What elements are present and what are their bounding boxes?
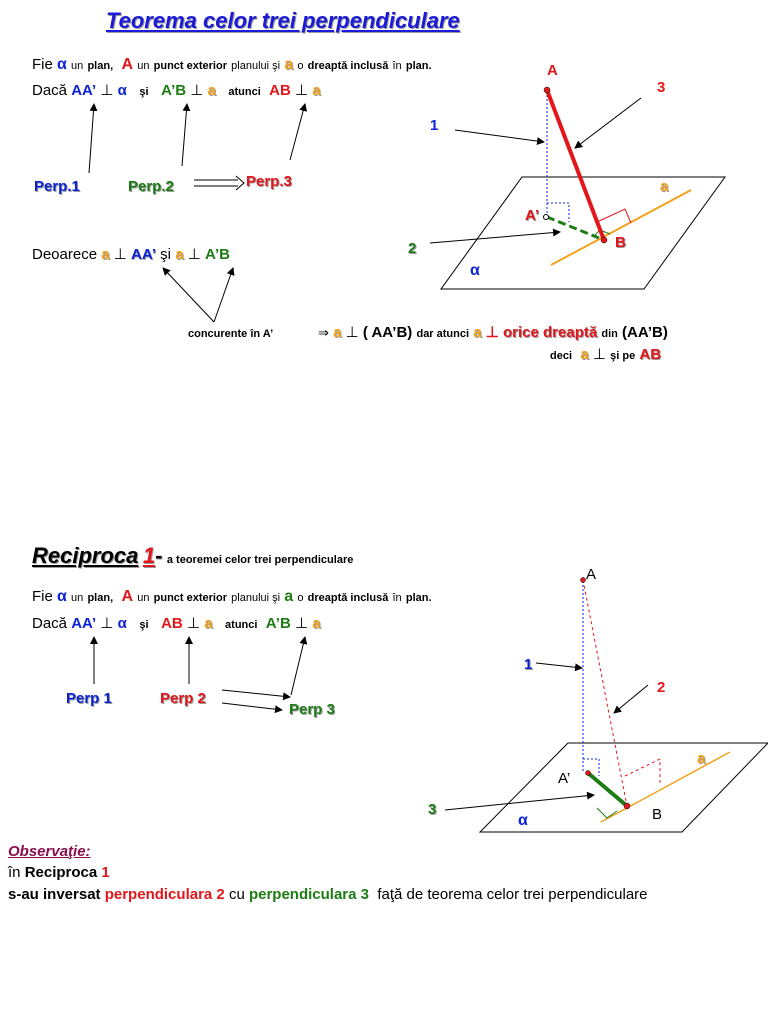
plan-end-word-r: plan. [405,592,432,604]
observatie-inversat: s-au inversat [8,886,101,903]
fig2-point-b-label: B [652,806,663,823]
concurente-label: concurente în A’ [188,328,274,340]
fig2-alpha-label: α [518,812,528,829]
dreapta-inclusa-text-r: dreaptă inclusă [307,592,389,604]
arrow-perp3 [290,104,305,160]
implies-double-arrow-head [236,176,244,190]
perp-symbol-5: ⊥ [187,246,201,263]
point-a-symbol-r: A [121,588,134,605]
fig2-line-a-label: a [697,750,706,767]
point-b-dot [601,237,607,243]
arrow-perp2 [182,104,187,166]
perp2-label: Perp.2 [128,178,174,195]
fig1-line-a-label: a [660,178,669,195]
point-a-dot-r [581,578,586,583]
line-a-symbol-8: a [580,346,589,363]
arrow-concurente-left [163,268,214,322]
segment-aprime-b-r [588,773,627,806]
aa-prime-label-r: AA’ [71,615,97,632]
line-a-symbol-7: a [473,324,482,341]
punct-exterior-text-r: punct exterior [153,592,227,604]
punct-exterior-text: punct exterior [153,60,227,72]
daca-word-r: Dacă [32,615,68,632]
perp-symbol-3: ⊥ [294,82,309,99]
alpha-symbol-2: α [117,82,127,99]
observatie-end: faţă de teorema celor trei perpendiculare [377,886,648,903]
aa-prime-label-2: AA’ [130,246,156,263]
reciproca-perp3-label: Perp 3 [289,701,335,718]
observatie-perp2: perpendiculara 2 [104,886,225,903]
line-a-symbol-4: a [101,246,110,263]
right-angle-mark-b-r [625,759,660,783]
observatie-cu: cu [228,886,245,903]
apb-label: A’B [161,82,187,99]
arrow-r-perp2-to-3-b [222,703,282,710]
line-a-symbol-5: a [175,246,184,263]
perp-symbol-r: ⊥ [100,615,114,632]
apb-label-2: A’B [204,246,230,263]
pointer-3-r [445,795,594,810]
observatie-title: Observaţie: [8,843,91,860]
deoarece-word: Deoarece [32,246,98,263]
perp-symbol-8: ⊥ [592,346,606,363]
observatie-reciproca: Reciproca [24,864,98,881]
atunci-word: atunci [228,86,261,98]
pointer-2 [430,232,560,243]
fig2-num-3: 3 [428,801,437,818]
arrow-perp1 [89,104,94,173]
reciproca-perp2-label: Perp 2 [160,690,206,707]
din-word: din [601,328,618,340]
observatie-perp3: perpendiculara 3 [248,886,369,903]
ab-label-r: AB [161,615,183,632]
alpha-symbol-r2: α [117,615,127,632]
arrow-r-perp2-to-3-a [222,690,290,697]
pointer-2-r [614,685,648,713]
perp-symbol-r2: ⊥ [186,615,201,632]
orice-dreapta-text: orice dreaptă [502,324,598,341]
line-a-symbol-3: a [312,82,321,99]
plane-alpha-r [480,743,768,832]
ab-label: AB [269,82,291,99]
plane-aab-label: ( AA’B) [362,324,413,341]
un-word-r2: un [137,592,150,604]
reciproca-perp1-label: Perp 1 [66,690,112,707]
in-word: în [392,60,402,72]
perp-symbol-6: ⊥ [345,324,359,341]
si-word-2: şi [160,246,172,263]
alpha-symbol-r: α [57,588,67,605]
fie-word-r: Fie [32,588,53,605]
ab-label-2: AB [639,346,662,363]
line-a-symbol-r: a [284,588,294,605]
point-b-dot-r [624,803,630,809]
reciproca-subtitle: a teoremei celor trei perpendiculare [166,554,354,566]
fig1-num-1: 1 [430,117,439,134]
fig1-point-a-label: A [547,62,558,79]
implies-arrow: ⇒ [318,325,329,340]
fig1-point-aprime-label: A’ [525,207,540,224]
arrow-concurente-right [214,268,233,322]
perp-symbol: ⊥ [100,82,114,99]
deci-word: deci [550,350,573,362]
right-angle-mark-b-green-r [597,808,617,818]
page-title: Teorema celor trei perpendiculare [106,8,460,33]
line-a-symbol-r2: a [204,615,213,632]
reciproca-title: Reciproca [32,543,139,568]
line-a-symbol-6: a [333,324,342,341]
reciproca-dash: - [155,543,163,568]
fig2-point-aprime-label: A’ [558,770,571,787]
theorem-annotation-arrows [89,104,305,322]
observatie-number: 1 [101,864,110,881]
reciproca-number: 1 [142,543,156,568]
si-word-r: şi [139,619,149,631]
fig1-point-b-label: B [615,234,626,251]
alpha-symbol: α [57,56,67,73]
pointer-1 [455,130,544,142]
plan-end-word: plan. [405,60,432,72]
observatie-in: în [8,864,21,881]
fig2-num-2: 2 [657,679,666,696]
fig2-num-1: 1 [524,656,533,673]
line-a-r [601,752,730,822]
si-pe-text: şi pe [610,350,636,362]
in-word-r: în [392,592,402,604]
point-a-dot [544,87,550,93]
reciproca-annotation-arrows [94,637,305,710]
planului-text: planului şi [231,60,281,72]
atunci-word-r: atunci [225,619,258,631]
reciproca-figure [445,578,768,833]
pointer-1-r [536,663,582,668]
un-word: un [71,60,84,72]
perp-symbol-r3: ⊥ [294,615,309,632]
point-a-symbol: A [121,56,134,73]
plane-aab-label-2: (AA’B) [622,324,668,341]
theorem-figure [430,87,725,289]
fig1-alpha-label: α [470,262,480,279]
fig1-num-3: 3 [657,79,666,96]
line-a-symbol-r3: a [312,615,321,632]
un-word-r: un [71,592,84,604]
pointer-3 [575,98,641,148]
plan-word: plan, [87,60,114,72]
o-word-r: o [297,592,304,604]
perp-symbol-4: ⊥ [113,246,127,263]
line-a-symbol: a [284,56,294,73]
aa-prime-label: AA’ [71,82,97,99]
fig1-num-2: 2 [408,240,417,257]
point-aprime-dot-r [586,771,591,776]
point-aprime-dot [544,215,549,220]
fie-word: Fie [32,56,53,73]
arrow-r-perp3 [291,637,305,695]
planului-text-r: planului şi [231,592,281,604]
segment-ab [547,90,604,240]
right-angle-mark-b-red [597,209,631,223]
plan-word-r: plan, [87,592,114,604]
dreapta-inclusa-text: dreaptă inclusă [307,60,389,72]
dar-atunci-text: dar atunci [416,328,470,340]
apb-label-r: A’B [265,615,291,632]
un-word-2: un [137,60,150,72]
si-word: şi [139,86,149,98]
fig2-point-a-label: A [586,566,597,583]
daca-word: Dacă [32,82,68,99]
perp-symbol-7: ⊥ [485,324,499,341]
line-a-symbol-2: a [207,82,216,99]
o-word: o [297,60,304,72]
perp3-label: Perp.3 [246,173,292,190]
perp-symbol-2: ⊥ [190,82,204,99]
perp1-label: Perp.1 [34,178,80,195]
